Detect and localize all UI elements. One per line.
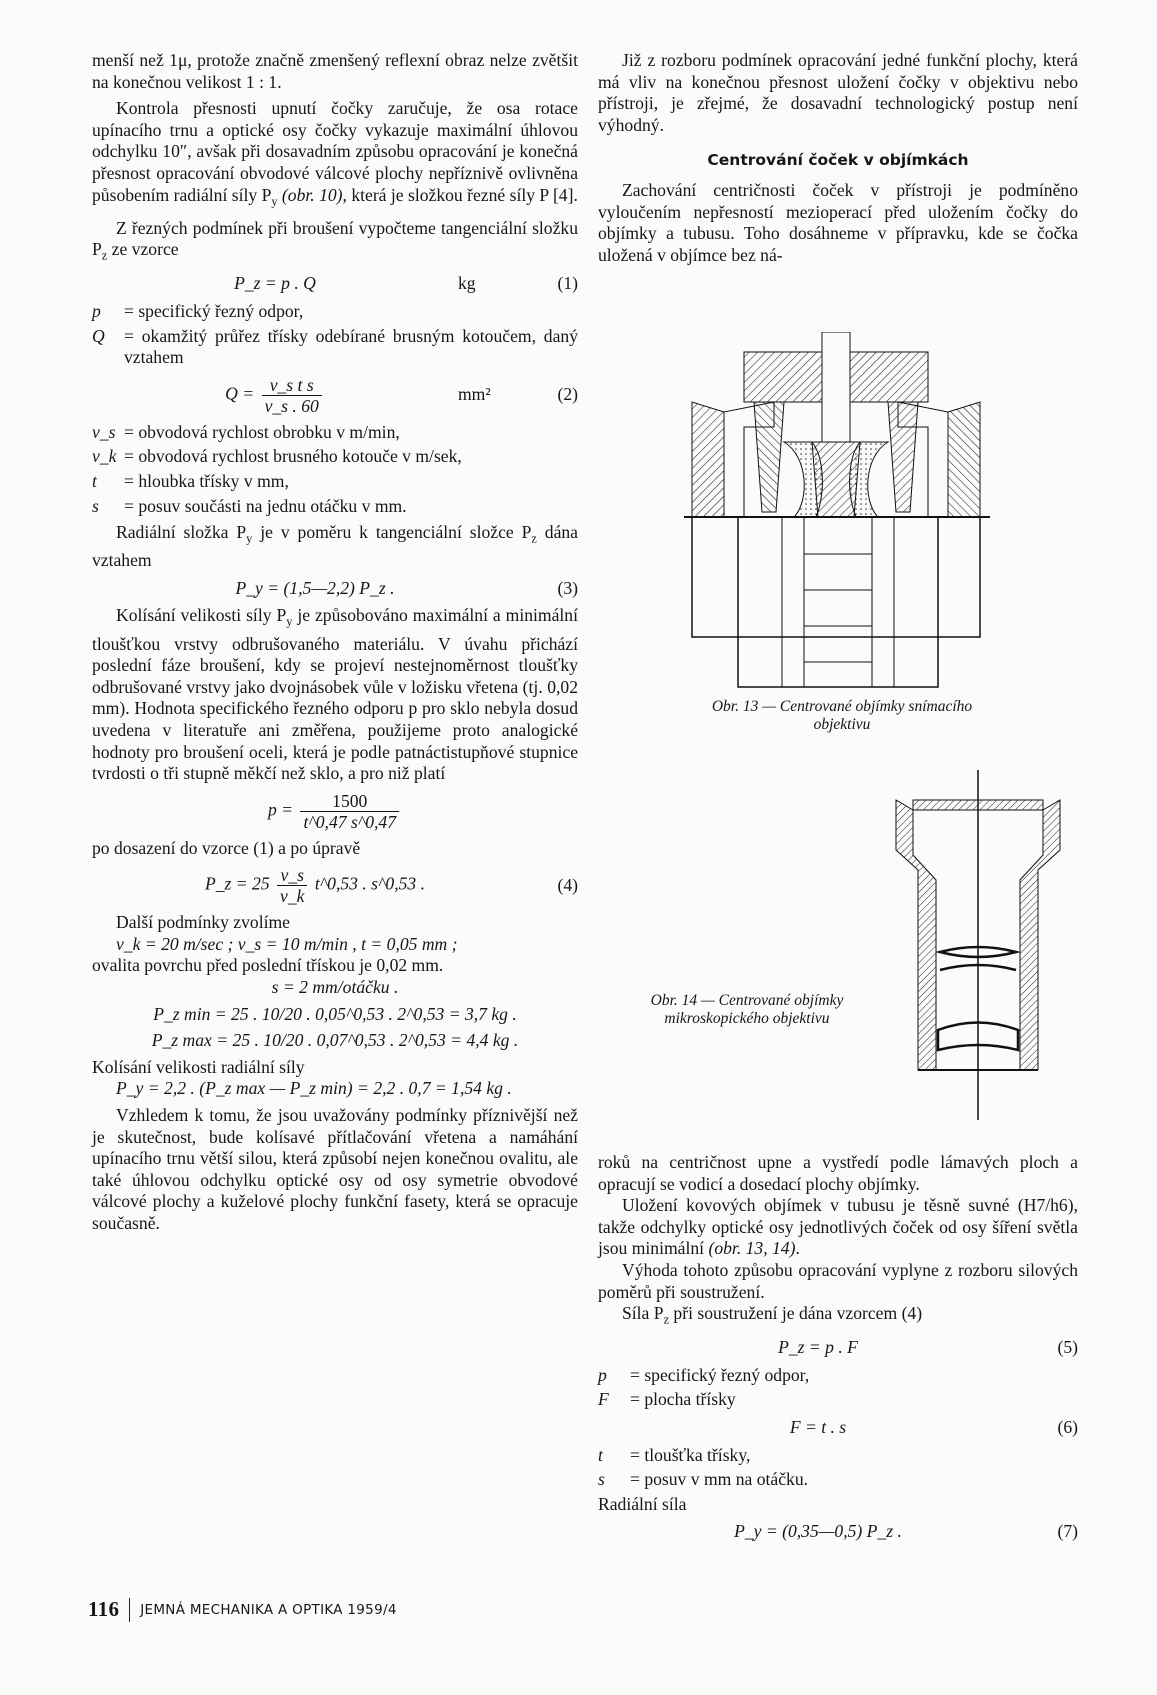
- section-heading: Centrování čoček v objímkách: [707, 151, 969, 170]
- paragraph: Z řezných podmínek při broušení vypočteme tangenciální složku $P_z$ ze vzorce: [92, 217, 578, 263]
- equation-4: P_z = 25 $\frac{v\_s}{v\_k}$ t^0,53 . s^0,53 . (4): [204, 865, 578, 907]
- paragraph: Vzhledem k tomu, že jsou uvažovány podmínky příznivější než je skutečnost, bude kolísavé přítlačování vřetena a namáhání upínacího trnu větší silou, která způsobí nejen konečnou ovalitu, ale také úhlovou odchylku optické osy od osy symetrie obvodové válcové plochy a kuželové plochy funkční fasety, která se opracuje současně.: [92, 1105, 578, 1233]
- paragraph: menší než 1μ, protože značně zmenšený reflexní obraz nelze zvětšit na konečnou velikost 1 : 1.: [92, 50, 578, 92]
- definition: s = posuv v mm na otáčku.: [598, 1469, 809, 1490]
- paragraph: Kolísání velikosti radiální síly: [92, 1056, 305, 1077]
- footer-divider: [129, 1598, 130, 1622]
- figure-14-drawing: [878, 770, 1078, 1120]
- equation-6: F = t . s (6): [789, 1417, 1078, 1438]
- paragraph: Kolísání velikosti síly $P_y$ je způsobováno maximální a minimální tloušťkou vrstvy odbrušovaného materiálu. V úvahu přichází poslední fáze broušení, kdy se projeví nestejnoměrnost tloušťky odbrušované vrstvy jako dvojnásobek vůle v ložisku vřetena (tj. 0,02 mm). Hodnota specifického řezného odporu p pro sklo nebyla dosud uvedena v literatuře ani změřena, použijeme proto analogické hodnoty pro broušení oceli, která je podle patnáctistupňové stupnice tvrdosti o tři stupně měkčí než sklo, a pro niž platí: [92, 605, 578, 784]
- definition: p = specifický řezný odpor,: [598, 1364, 810, 1385]
- paragraph: Uložení kovových objímek v tubusu je těsně suvné (H7/h6), takže odchylky optické osy jednotlivých čoček od osy šíření světla jsou minimální (obr. 13, 14).: [598, 1195, 1078, 1259]
- condition: v_k = 20 m/sec ; v_s = 10 m/min , t = 0,05 mm ;: [116, 933, 458, 954]
- paragraph: Další podmínky zvolíme: [116, 912, 290, 933]
- right-column-lower: [598, 1152, 1078, 1549]
- equation-p: p = $\frac{1500}{t\^{}0,47 s\^{}0,47}$: [92, 791, 578, 832]
- paragraph: Výhoda tohoto způsobu opracování vyplyne z rozboru silových poměrů při soustružení.: [598, 1259, 1078, 1302]
- definition: p = specifický řezný odpor,: [92, 300, 304, 321]
- condition: ovalita povrchu před poslední třískou je 0,02 mm.: [92, 955, 444, 976]
- paragraph: roků na centričnost upne a vystředí podle lámavých ploch a opracují se vodicí a dosedací plochy objímky.: [598, 1152, 1078, 1194]
- figure-13-caption: Obr. 13 — Centrované objímky snímacího objektivu: [711, 698, 973, 733]
- equation-7: P_y = (0,35—0,5) P_z . (7): [734, 1521, 1078, 1542]
- left-column: [92, 50, 578, 1235]
- figure-13-drawing: [684, 332, 990, 692]
- right-column: [598, 50, 1078, 266]
- paragraph: po dosazení do vzorce (1) a po úpravě: [92, 837, 361, 858]
- definition: v_k = obvodová rychlost brusného kotouče v m/sek,: [92, 446, 462, 467]
- equation-2: Q = $\frac{\text{v\_s t s}}{v\_s . 60}$ mm² (2): [225, 374, 578, 416]
- figure-14-caption: Obr. 14 — Centrované objímky mikroskopického objektivu: [650, 992, 844, 1027]
- equation-3: P_y = (1,5—2,2) P_z . (3): [235, 577, 578, 598]
- equation-1: P_z = p . Q kg (1): [234, 273, 578, 294]
- definition: t = tloušťka třísky,: [598, 1444, 751, 1465]
- definition: t = hloubka třísky v mm,: [92, 470, 289, 491]
- condition: s = 2 mm/otáčku .: [271, 977, 399, 998]
- page-number: 116: [88, 1597, 120, 1621]
- page-footer: [88, 1597, 397, 1622]
- equation-pzmin: P_z min = 25 . 10/20 . 0,05^0,53 . 2^0,53 = 3,7 kg .: [153, 1003, 517, 1024]
- definition: F = plocha třísky: [598, 1389, 736, 1410]
- paragraph: Radiální síla: [598, 1493, 687, 1514]
- equation-pzmax: P_z max = 25 . 10/20 . 0,07^0,53 . 2^0,53 = 4,4 kg .: [151, 1030, 519, 1051]
- paragraph: Již z rozboru podmínek opracování jedné funkční plochy, která má vliv na konečnou přesnost uložení čočky v objektivu nebo přístroji, je zřejmé, že dosavadní technologický postup není výhodný.: [598, 50, 1078, 135]
- journal-title: JEMNÁ MECHANIKA A OPTIKA 1959/4: [140, 1601, 397, 1618]
- paragraph: Zachování centričnosti čoček v přístroji je podmíněno vyloučením nepřesností mezioperací před uložením čočky do objímky a tubusu. Toho dosáhneme v přípravku, kde se čočka uložená v objímce bez ná-: [598, 179, 1078, 265]
- definition: s = posuv součásti na jednu otáčku v mm.: [92, 495, 407, 516]
- paragraph: Síla $P_z$ při soustružení je dána vzorcem (4): [622, 1303, 923, 1327]
- equation-5: P_z = p . F (5): [778, 1337, 1078, 1358]
- paragraph: Kontrola přesnosti upnutí čočky zaručuje, že osa rotace upínacího trnu a optické osy čočky vykazuje maximální úhlovou odchylku 10″, avšak při dosavadním způsobu opracování je konečná přesnost opracování obvodové válcové plochy nepříznivě ovlivněna působením radiální síly $P_y$ (obr. 10), která je složkou řezné síly P [4].: [92, 98, 578, 209]
- definition: v_s = obvodová rychlost obrobku v m/min,: [92, 421, 400, 442]
- equation-py: P_y = 2,2 . (P_z max — P_z min) = 2,2 . 0,7 = 1,54 kg .: [116, 1078, 512, 1099]
- paragraph: Radiální složka $P_y$ je v poměru k tangenciální složce $P_z$ dána vztahem: [92, 522, 578, 571]
- definition: Q = okamžitý průřez třísky odebírané brusným kotoučem, daný vztahem: [92, 325, 578, 368]
